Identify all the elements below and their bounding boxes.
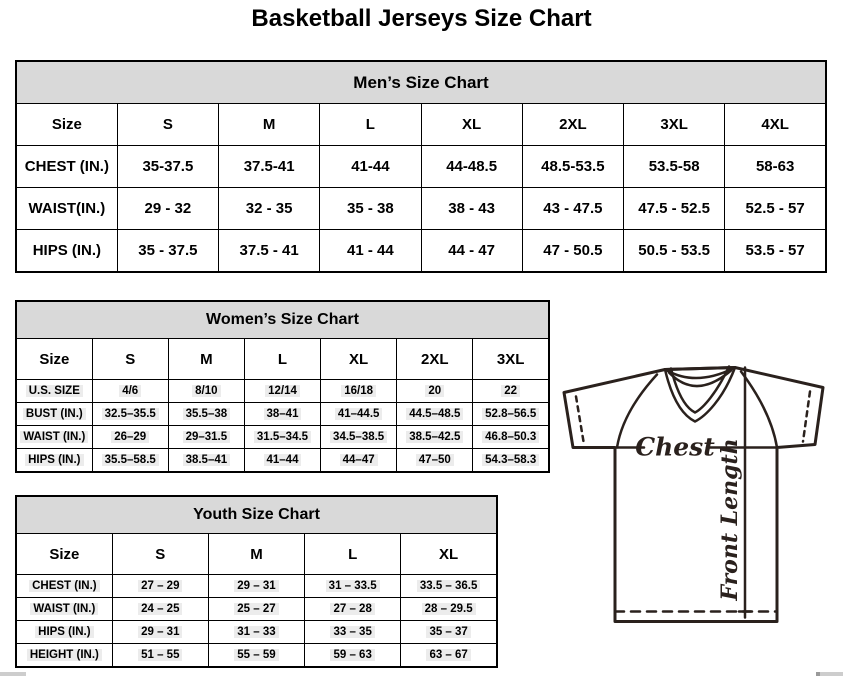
womens-value-cell-text: 44–47: [340, 454, 378, 466]
youth-row-label-text: HEIGHT (IN.): [27, 649, 102, 661]
womens-value-cell: [244, 449, 320, 473]
womens-column-header: S: [92, 339, 168, 380]
page-title: Basketball Jerseys Size Chart: [251, 5, 592, 32]
mens-band-row: [16, 61, 826, 104]
womens-table-row: [16, 380, 549, 403]
youth-value-cell: [305, 644, 401, 668]
youth-value-cell-text: 33 – 35: [330, 626, 374, 638]
mens-value-cell: 50.5 - 53.5: [624, 230, 725, 273]
front-length-label: Front Length: [717, 438, 743, 601]
womens-value-cell-text: 20: [425, 385, 444, 397]
mens-value-cell: 37.5 - 41: [219, 230, 320, 273]
youth-row-label: [16, 575, 112, 598]
youth-value-cell: [305, 621, 401, 644]
womens-value-cell-text: 8/10: [192, 385, 220, 397]
youth-row-label-text: HIPS (IN.): [35, 626, 93, 638]
womens-size-chart-table: [15, 300, 550, 473]
womens-value-cell: [168, 380, 244, 403]
youth-value-cell-text: 63 – 67: [426, 649, 470, 661]
youth-row-label-text: WAIST (IN.): [30, 603, 98, 615]
jersey-measurement-diagram: [557, 358, 829, 676]
womens-value-cell: [244, 426, 320, 449]
womens-value-cell: [168, 449, 244, 473]
youth-table-row: [16, 575, 497, 598]
jersey-illustration: [557, 358, 829, 676]
youth-value-cell: [112, 575, 208, 598]
womens-size-label: Size: [16, 339, 92, 380]
mens-value-cell: 53.5 - 57: [725, 230, 826, 273]
mens-value-cell: 38 - 43: [421, 188, 522, 230]
youth-value-cell: [208, 575, 304, 598]
womens-value-cell-text: 26–29: [111, 431, 149, 443]
womens-value-cell: [473, 426, 549, 449]
mens-value-cell: 32 - 35: [219, 188, 320, 230]
youth-value-cell: [112, 621, 208, 644]
youth-value-cell-text: 59 – 63: [330, 649, 374, 661]
womens-value-cell: [321, 449, 397, 473]
youth-value-cell: [112, 644, 208, 668]
youth-value-cell: [112, 598, 208, 621]
mens-size-chart-table: [15, 60, 827, 273]
womens-value-cell-text: 35.5–58.5: [102, 454, 159, 466]
womens-value-cell-text: 38.5–42.5: [406, 431, 463, 443]
mens-column-header: M: [219, 104, 320, 146]
mens-column-header: S: [117, 104, 218, 146]
mens-value-cell: 53.5-58: [624, 146, 725, 188]
youth-value-cell: [401, 644, 497, 668]
womens-column-header: M: [168, 339, 244, 380]
youth-value-cell-text: 55 – 59: [234, 649, 278, 661]
youth-row-label: [16, 598, 112, 621]
womens-value-cell-text: 38–41: [264, 408, 302, 420]
mens-size-label: Size: [16, 104, 117, 146]
womens-value-cell: [92, 426, 168, 449]
mens-column-header: 3XL: [624, 104, 725, 146]
womens-value-cell-text: 32.5–35.5: [102, 408, 159, 420]
mens-column-header: 2XL: [522, 104, 623, 146]
youth-band-row: [16, 496, 497, 534]
youth-chart-title: Youth Size Chart: [16, 496, 497, 534]
womens-value-cell: [92, 449, 168, 473]
womens-value-cell-text: 44.5–48.5: [406, 408, 463, 420]
youth-value-cell-text: 35 – 37: [426, 626, 470, 638]
womens-value-cell-text: 12/14: [265, 385, 300, 397]
youth-table-row: [16, 598, 497, 621]
womens-value-cell: [321, 403, 397, 426]
mens-value-cell: 37.5-41: [219, 146, 320, 188]
womens-value-cell: [244, 380, 320, 403]
womens-table-row: [16, 449, 549, 473]
jersey-left-cuff-dashes: [576, 397, 584, 445]
womens-column-header: 2XL: [397, 339, 473, 380]
youth-value-cell: [208, 644, 304, 668]
womens-value-cell: [321, 426, 397, 449]
womens-value-cell-text: 29–31.5: [183, 431, 231, 443]
horizontal-scrollbar-fragment-right[interactable]: [816, 672, 843, 676]
mens-value-cell: 44-48.5: [421, 146, 522, 188]
youth-value-cell-text: 33.5 – 36.5: [417, 580, 481, 592]
womens-column-header: 3XL: [473, 339, 549, 380]
womens-row-label: [16, 380, 92, 403]
womens-row-label-text: BUST (IN.): [23, 408, 86, 420]
mens-value-cell: 29 - 32: [117, 188, 218, 230]
womens-table-row: [16, 403, 549, 426]
mens-value-cell: 43 - 47.5: [522, 188, 623, 230]
womens-value-cell-text: 47–50: [416, 454, 454, 466]
jersey-outline: [564, 368, 823, 622]
youth-row-label: [16, 621, 112, 644]
womens-value-cell-text: 54.3–58.3: [482, 454, 539, 466]
mens-value-cell: 41-44: [320, 146, 421, 188]
mens-column-header: L: [320, 104, 421, 146]
womens-column-header: XL: [321, 339, 397, 380]
mens-table-row: [16, 230, 826, 273]
womens-value-cell-text: 41–44.5: [335, 408, 383, 420]
youth-value-cell-text: 29 – 31: [234, 580, 278, 592]
womens-row-label-text: U.S. SIZE: [26, 385, 83, 397]
mens-table-row: [16, 146, 826, 188]
youth-value-cell-text: 24 – 25: [138, 603, 182, 615]
womens-value-cell: [92, 403, 168, 426]
scrollbar-grip: [816, 672, 820, 676]
mens-value-cell: 47 - 50.5: [522, 230, 623, 273]
youth-value-cell-text: 31 – 33.5: [326, 580, 380, 592]
mens-value-cell: 52.5 - 57: [725, 188, 826, 230]
mens-row-label: WAIST(IN.): [16, 188, 117, 230]
youth-row-label-text: CHEST (IN.): [29, 580, 100, 592]
mens-size-header-row: [16, 104, 826, 146]
youth-value-cell: [305, 598, 401, 621]
womens-value-cell: [168, 403, 244, 426]
youth-column-header: S: [112, 534, 208, 575]
youth-size-header-row: [16, 534, 497, 575]
womens-value-cell-text: 46.8–50.3: [482, 431, 539, 443]
youth-value-cell-text: 31 – 33: [234, 626, 278, 638]
mens-value-cell: 58-63: [725, 146, 826, 188]
womens-value-cell: [244, 403, 320, 426]
mens-value-cell: 35 - 38: [320, 188, 421, 230]
youth-value-cell: [208, 621, 304, 644]
womens-value-cell: [92, 380, 168, 403]
mens-value-cell: 35-37.5: [117, 146, 218, 188]
mens-value-cell: 35 - 37.5: [117, 230, 218, 273]
youth-size-chart-table: [15, 495, 498, 668]
womens-row-label-text: WAIST (IN.): [20, 431, 88, 443]
womens-value-cell-text: 38.5–41: [183, 454, 231, 466]
womens-value-cell: [168, 426, 244, 449]
youth-value-cell: [401, 621, 497, 644]
youth-value-cell: [208, 598, 304, 621]
chest-label: Chest: [635, 432, 715, 462]
womens-value-cell-text: 16/18: [341, 385, 376, 397]
horizontal-scrollbar-fragment-left[interactable]: [0, 672, 26, 676]
youth-value-cell: [401, 575, 497, 598]
womens-row-label: [16, 449, 92, 473]
womens-row-label-text: HIPS (IN.): [25, 454, 83, 466]
youth-value-cell-text: 27 – 28: [330, 603, 374, 615]
jersey-right-cuff-dashes: [803, 392, 810, 442]
youth-column-header: XL: [401, 534, 497, 575]
youth-table-row: [16, 644, 497, 668]
youth-value-cell-text: 27 – 29: [138, 580, 182, 592]
womens-chart-title: Women’s Size Chart: [16, 301, 549, 339]
womens-value-cell-text: 52.8–56.5: [482, 408, 539, 420]
womens-row-label: [16, 426, 92, 449]
womens-column-header: L: [244, 339, 320, 380]
womens-table-row: [16, 426, 549, 449]
mens-column-header: XL: [421, 104, 522, 146]
womens-value-cell: [473, 403, 549, 426]
womens-value-cell: [473, 380, 549, 403]
youth-value-cell: [305, 575, 401, 598]
mens-chart-title: Men’s Size Chart: [16, 61, 826, 104]
womens-value-cell-text: 34.5–38.5: [330, 431, 387, 443]
jersey-right-seam: [741, 372, 777, 448]
youth-value-cell-text: 28 – 29.5: [422, 603, 476, 615]
womens-value-cell: [397, 449, 473, 473]
mens-row-label: CHEST (IN.): [16, 146, 117, 188]
youth-value-cell-text: 51 – 55: [138, 649, 182, 661]
womens-row-label: [16, 403, 92, 426]
womens-value-cell-text: 31.5–34.5: [254, 431, 311, 443]
womens-value-cell: [397, 380, 473, 403]
mens-value-cell: 48.5-53.5: [522, 146, 623, 188]
youth-row-label: [16, 644, 112, 668]
youth-value-cell-text: 29 – 31: [138, 626, 182, 638]
mens-column-header: 4XL: [725, 104, 826, 146]
womens-value-cell: [473, 449, 549, 473]
youth-value-cell: [401, 598, 497, 621]
mens-value-cell: 44 - 47: [421, 230, 522, 273]
youth-table-row: [16, 621, 497, 644]
youth-size-label: Size: [16, 534, 112, 575]
womens-value-cell-text: 22: [501, 385, 520, 397]
womens-band-row: [16, 301, 549, 339]
womens-size-header-row: [16, 339, 549, 380]
mens-value-cell: 41 - 44: [320, 230, 421, 273]
mens-value-cell: 47.5 - 52.5: [624, 188, 725, 230]
mens-table-row: [16, 188, 826, 230]
jersey-shoulder-line: [665, 368, 735, 370]
womens-value-cell-text: 41–44: [264, 454, 302, 466]
womens-value-cell: [397, 403, 473, 426]
womens-value-cell: [321, 380, 397, 403]
mens-row-label: HIPS (IN.): [16, 230, 117, 273]
womens-value-cell-text: 35.5–38: [183, 408, 231, 420]
youth-value-cell-text: 25 – 27: [234, 603, 278, 615]
youth-column-header: L: [305, 534, 401, 575]
womens-value-cell: [397, 426, 473, 449]
youth-column-header: M: [208, 534, 304, 575]
womens-value-cell-text: 4/6: [119, 385, 141, 397]
